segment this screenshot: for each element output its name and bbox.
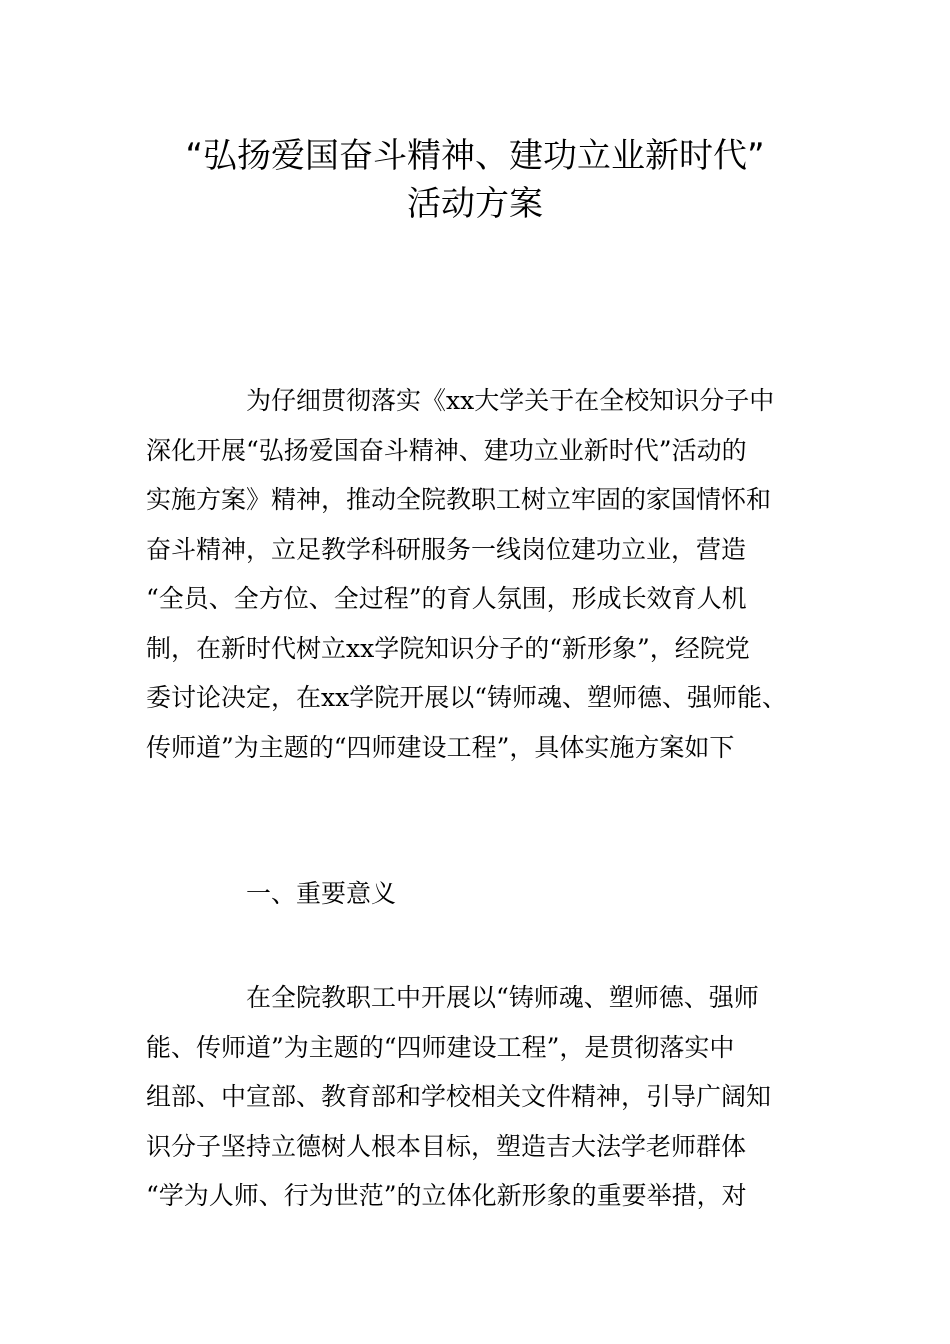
paragraph-line: 在全院教职工中开展以“铸师魂、塑师德、强师 <box>246 983 759 1012</box>
paragraph-line: 深化开展“弘扬爱国奋斗精神、建功立业新时代”活动的 <box>146 435 747 465</box>
paragraph-line: 识分子坚持立德树人根本目标，塑造吉大法学老师群体 <box>146 1131 747 1161</box>
section-heading: 一、重要意义 <box>246 879 397 908</box>
paragraph-intro <box>146 376 836 772</box>
paragraph-line: “学为人师、行为世范”的立体化新形象的重要举措，对 <box>146 1181 747 1210</box>
paragraph-line: 奋斗精神，立足教学科研服务一线岗位建功立业，营造 <box>146 534 747 564</box>
document-title-line-2: 活动方案 <box>407 184 543 224</box>
paragraph-line: 委讨论决定，在xx学院开展以“铸师魂、塑师德、强师能、 <box>146 683 787 712</box>
paragraph-line: 能、传师道”为主题的“四师建设工程”，是贯彻落实中 <box>146 1032 735 1062</box>
document-title-line-1: “弘扬爱国奋斗精神、建功立业新时代” <box>185 136 765 176</box>
paragraph-line: 实施方案》精神，推动全院教职工树立牢固的家国情怀和 <box>146 485 772 514</box>
paragraph-line: 传师道”为主题的“四师建设工程”，具体实施方案如下 <box>146 732 735 762</box>
paragraph-significance <box>146 973 836 1221</box>
paragraph-line: 组部、中宣部、教育部和学校相关文件精神，引导广阔知 <box>146 1082 772 1111</box>
paragraph-line: 为仔细贯彻落实《xx大学关于在全校知识分子中 <box>246 386 775 415</box>
paragraph-line: 制，在新时代树立xx学院知识分子的“新形象”，经院党 <box>146 633 750 663</box>
paragraph-line: “全员、全方位、全过程”的育人氛围，形成长效育人机 <box>146 584 747 613</box>
